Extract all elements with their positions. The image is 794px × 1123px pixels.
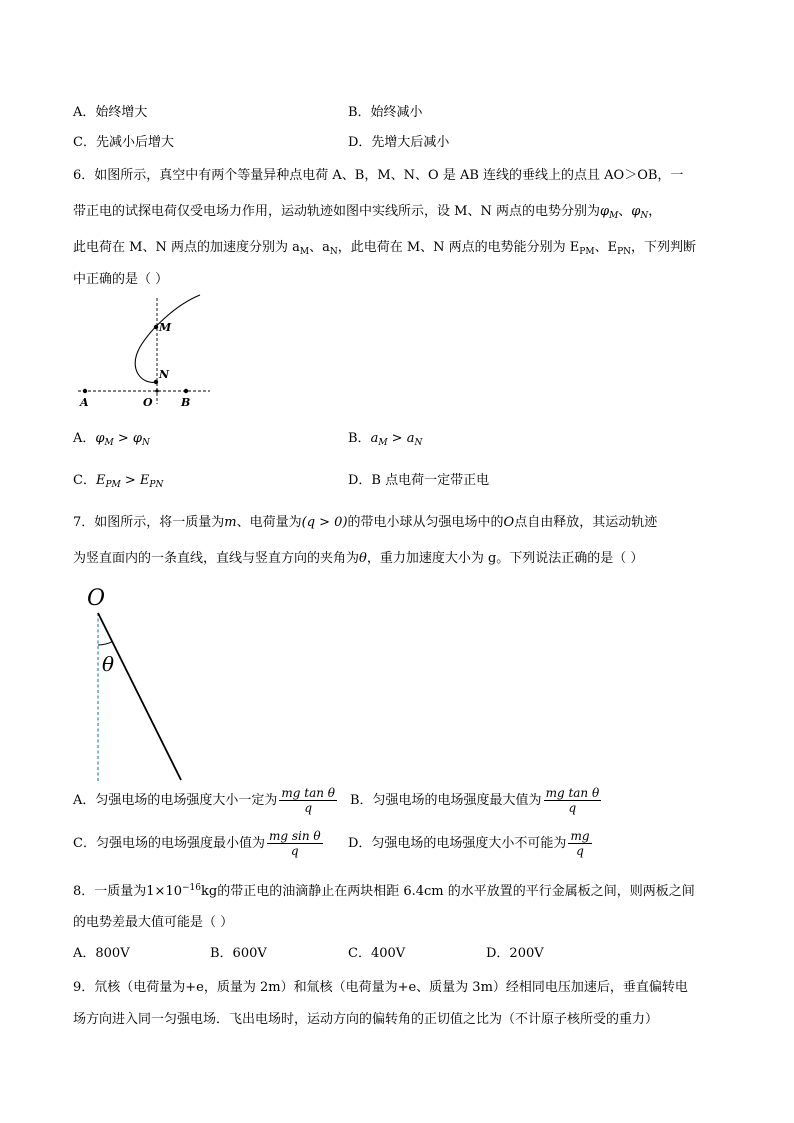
- q8-option-a: A．800V: [73, 946, 130, 961]
- q7-option-c: C．匀强电场的电场强度最小值为 $\frac{\text{mg sin θ}}{q}$: [73, 829, 321, 858]
- q6-stem-line-3: 此电荷在 M、N 两点的加速度分别为 $a_M$、$a_N$，此电荷在 M、N 两点的电势能分别为 $E_{PM}$、$E_{PN}$，下列判断: [73, 240, 697, 257]
- angle-arc: [98, 642, 112, 645]
- q5-option-d: D．先增大后减小: [348, 135, 450, 150]
- q5-option-b: B．始终减小: [348, 105, 423, 120]
- q8-stem-line-2: 的电势差最大值可能是（ ）: [73, 915, 234, 930]
- point-n: [154, 380, 158, 384]
- point-m: [154, 325, 158, 329]
- label-theta: θ: [102, 652, 115, 676]
- q7-option-b: B．匀强电场的电场强度最大值为 $\frac{\text{mg tan θ}}{q}$: [350, 786, 600, 815]
- q8-option-c: C．400V: [348, 946, 406, 961]
- label-o: O: [87, 586, 106, 611]
- q8-option-b: B．600V: [210, 946, 267, 961]
- q6-option-c: C．$E_{PM} > E_{PN}$: [73, 473, 164, 490]
- q6-option-d: D．B 点电荷一定带正电: [348, 473, 490, 488]
- label-m: M: [159, 321, 172, 334]
- q6-option-a: A．$\varphi_M > \varphi_N$: [73, 431, 150, 448]
- q9-stem-line-1: 9．氘核（电荷量为+e，质量为 2m）和氚核（电荷量为+e、质量为 3m）经相同电压加速后，垂直偏转电: [73, 980, 688, 995]
- point-a: [83, 389, 87, 393]
- q6-option-b: B．$a_M > a_N$: [348, 431, 423, 448]
- q7-stem-line-2: 为竖直面内的一条直线，直线与竖直方向的夹角为θ，重力加速度大小为 g。下列说法正确的是（ ）: [73, 551, 644, 566]
- q6-stem-line-1: 6．如图所示，真空中有两个等量异种点电荷 A、B，M、N、O 是 AB 连线的垂线上的点且 AO＞OB，一: [73, 168, 684, 183]
- label-o: O: [143, 396, 153, 409]
- q6-figure: [70, 290, 220, 410]
- point-o: [155, 389, 158, 392]
- q7-option-a: A．匀强电场的电场强度大小一定为 $\frac{\text{mg tan θ}}{q}$: [73, 786, 336, 815]
- q5-option-a: A．始终增大: [73, 105, 148, 120]
- label-b: B: [181, 396, 191, 409]
- q6-stem-line-2: 带正电的试探电荷仅受电场力作用，运动轨迹如图中实线所示，设 M、N 两点的电势分别为$\varphi_M$、$\varphi_N$，: [73, 204, 662, 221]
- q9-stem-line-2: 场方向进入同一匀强电场．飞出电场时，运动方向的偏转角的正切值之比为（不计原子核所受的重力）: [73, 1012, 659, 1027]
- q6-stem-line-4: 中正确的是（ ）: [73, 272, 169, 287]
- trajectory-line: [98, 613, 181, 780]
- label-n: N: [159, 368, 170, 381]
- q7-figure: [80, 585, 200, 785]
- q8-stem-line-1: 8．一质量为$1\times 10^{-16}kg$的带正电的油滴静止在两块相距 6.4cm 的水平放置的平行金属板之间，则两板之间: [73, 883, 695, 899]
- q7-stem-line-1: 7．如图所示，将一质量为m、电荷量为(q > 0)的带电小球从匀强电场中的O点自由释放，其运动轨迹: [73, 515, 658, 530]
- q8-option-d: D．200V: [486, 946, 544, 961]
- label-a: A: [80, 396, 89, 409]
- q7-option-d: D．匀强电场的电场强度大小不可能为 $\frac{mg}{q}$: [348, 829, 590, 858]
- point-b: [184, 389, 188, 393]
- q5-option-c: C．先减小后增大: [73, 135, 174, 150]
